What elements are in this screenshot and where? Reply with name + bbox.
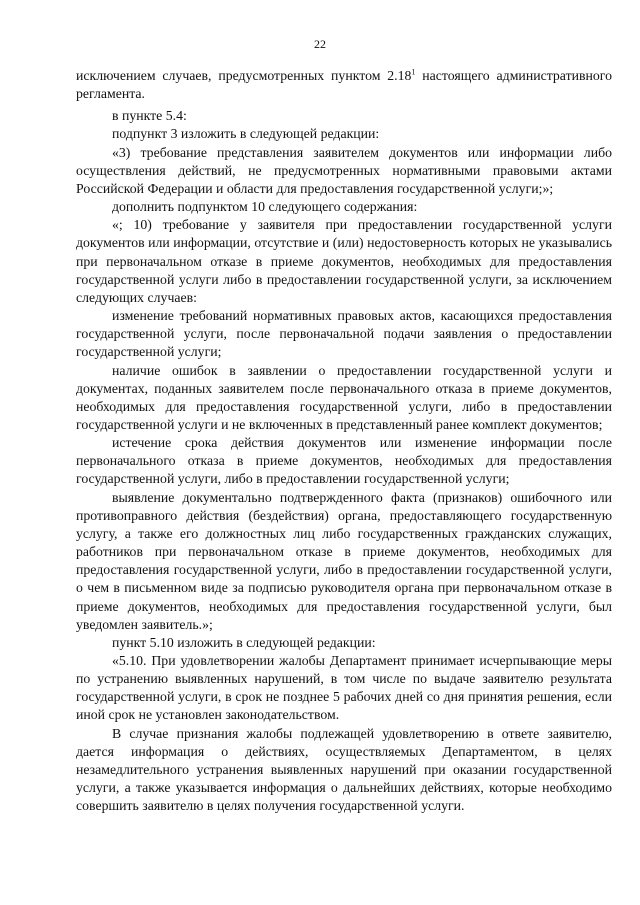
paragraph-text-after-sup: настоящего административного регламента. [76,68,612,102]
paragraph-text-before-sup: исключением случаев, предусмотренных пунктом 2.18 [76,68,412,83]
paragraph-subpoint-3-intro: подпункт 3 изложить в следующей редакции: [112,126,380,142]
paragraph-subpoint-10-intro: дополнить подпунктом 10 следующего содержания: [112,199,418,215]
paragraph-subpoint-10-text: «; 10) требование у заявителя при предоставлении государственной услуги документов или информации, отсутствие и (или) недостоверность которых не указывались при первоначальном отказе в приеме документов, необходимых для предоставления государственной услуги либо в предоставлении государственной услуги, за исключением следующих случаев: [76,217,612,305]
paragraph-point-5-10-text: «5.10. При удовлетворении жалобы Департамент принимает исчерпывающие меры по устранению выявленных нарушений, в том числе по выдаче заявителю результата государственной услуги, в срок не позднее 5 рабочих дней со дня принятия решения, если иной срок не установлен законодательством. [76,653,612,723]
paragraph-point-5-4: в пункте 5.4: [112,108,187,124]
paragraph-complaint-response: В случае признания жалобы подлежащей удовлетворению в ответе заявителю, дается информация о действиях, осуществляемых Департаментом, в целях незамедлительного устранения выявленных нарушений при оказании государственной услуги, а также указывается информация о дальнейших действиях, которые необходимо совершить заявителю в целях получения государственной услуги. [76,725,612,814]
page-number: 22 [314,37,326,51]
paragraph-case-regulation-change: изменение требований нормативных правовых актов, касающихся предоставления государственной услуги, после первоначальной подачи заявления о предоставлении государственной услуги; [76,308,612,360]
superscript: 1 [411,67,416,77]
paragraph-case-errors: наличие ошибок в заявлении о предоставлении государственной услуги и документах, поданных заявителем после первоначального отказа в приеме документов, необходимых для предоставления государственной услуги, либо в предоставлении государственной услуги и не включенных в представленный ранее комплект документов; [76,362,612,432]
paragraph-case-violation: выявление документально подтвержденного факта (признаков) ошибочного или противоправного действия (бездействия) органа, предоставляющего государственную услугу, а также его должностных лиц либо государственных гражданских служащих, работников при первоначальном отказе в приеме документов, необходимых для предоставления государственной услуги, либо в предоставлении государственной услуги, о чем в письменном виде за подписью руководителя органа при первоначальном отказе в приеме документов, необходимых для предоставления государственной услуги, был уведомлен заявитель.»; [76,489,612,632]
paragraph-point-5-10-intro: пункт 5.10 изложить в следующей редакции: [112,634,376,650]
paragraph-case-expiry: истечение срока действия документов или изменение информации после первоначального отказа в приеме документов, необходимых для предоставления государственной услуги, либо в предоставлении государственной услуги; [76,435,612,487]
document-body [76,67,612,815]
paragraph-continuation [76,67,612,103]
paragraph-subpoint-3-text: «3) требование представления заявителем документов или информации либо осуществления действий, не предусмотренных нормативными правовыми актами Российской Федерации и области для предоставления государственной услуги;»; [76,144,612,196]
